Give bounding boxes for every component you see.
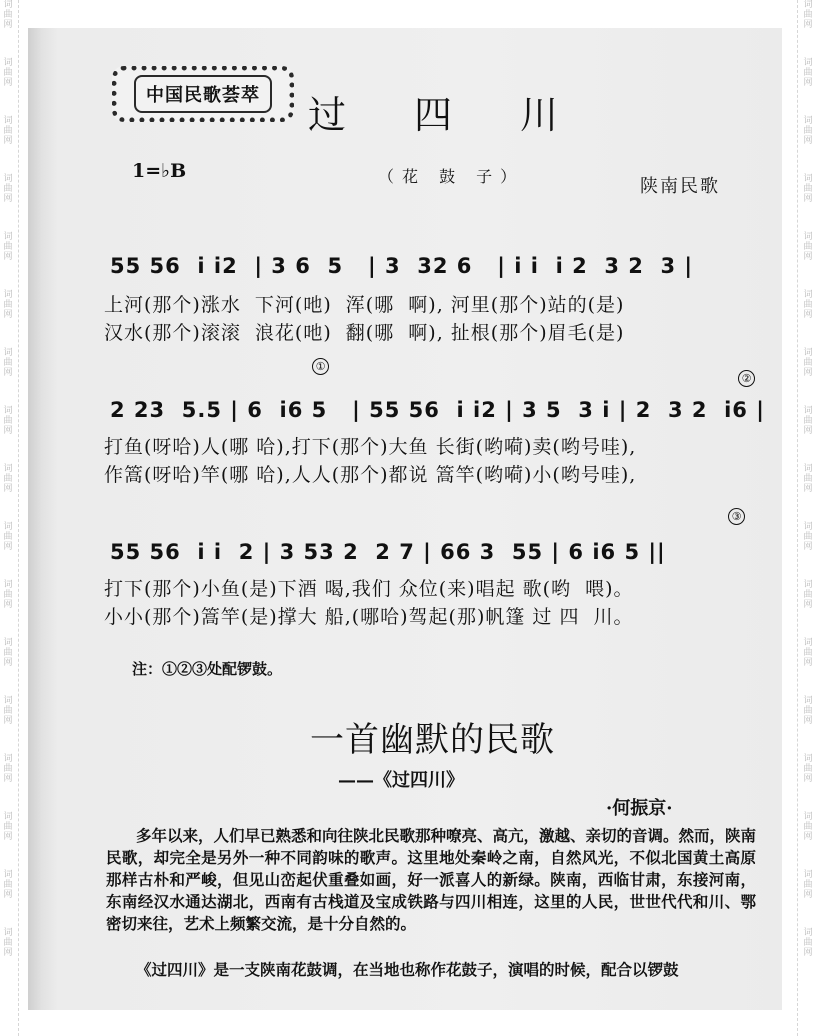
article-paragraph-1: 多年以来，人们早已熟悉和向往陕北民歌那种嘹亮、高亢，激越、亲切的音调。然而，陕南民歌，却完全是另外一种不同韵味的歌声。这里地处秦岭之南，自然风光，不似北国黄土高原那样古朴和严峻，但见山峦起伏重叠如画，好一派喜人的新绿。陕南，西临甘肃，东接河南，东南经汉水通达湖北，西南有古栈道及宝成铁路与四川相连，这里的人民，世世代代和川、鄂密切来往，艺术上频繁交流，是十分自然的。 (106, 826, 757, 933)
score-notes-row: 2 23 5.5 | 6 i6 5 | 55 56 i i2 | 3 5 3 i | 2 3 2 i6 | (110, 398, 765, 422)
watermark-text: 词 曲 网 (3, 522, 13, 552)
watermark-text: 词 曲 网 (803, 638, 813, 668)
watermark-text: 词 曲 网 (803, 58, 813, 88)
series-badge (112, 66, 294, 122)
lyrics-verse-1: 打鱼(呀哈)人(哪 哈),打下(那个)大鱼 长街(哟嗬)卖(哟号哇), (104, 436, 637, 458)
drum-marker-2: ② (738, 370, 755, 387)
watermark-text: 词 曲 网 (803, 696, 813, 726)
key-signature: 1=♭B (132, 160, 187, 182)
score-notes-row: 55 56 i i 2 | 3 53 2 2 7 | 66 3 55 | 6 i6 5 || (110, 540, 666, 564)
watermark-text: 词 曲 网 (803, 580, 813, 610)
watermark-text: 词 曲 网 (3, 406, 13, 436)
series-badge-label: 中国民歌荟萃 (134, 75, 272, 113)
watermark-text: 词 曲 网 (803, 0, 813, 30)
article-title: 一首幽默的民歌 (310, 720, 555, 760)
drum-marker-3: ③ (728, 508, 745, 525)
watermark-text: 词 曲 网 (803, 116, 813, 146)
watermark-text: 词 曲 网 (3, 232, 13, 262)
watermark-text: 词 曲 网 (803, 928, 813, 958)
watermark-text: 词 曲 网 (803, 174, 813, 204)
watermark-text: 词 曲 网 (803, 522, 813, 552)
watermark-text: 词 曲 网 (803, 290, 813, 320)
song-origin: 陕南民歌 (640, 176, 720, 197)
song-title-char: 四 (413, 93, 452, 137)
watermark-text: 词 曲 网 (803, 232, 813, 262)
article-author: ·何振京· (606, 798, 673, 819)
watermark-text: 词 曲 网 (3, 0, 13, 30)
score-footnote: 注：①②③处配锣鼓。 (132, 660, 283, 678)
song-title (308, 84, 558, 139)
score-notes-row: 55 56 i i2 | 3 6 5 | 3 32 6 | i i i 2 3 2 3 | (110, 254, 694, 278)
watermark-text: 词 曲 网 (3, 696, 13, 726)
watermark-text: 词 曲 网 (3, 580, 13, 610)
watermark-text: 词 曲 网 (803, 812, 813, 842)
song-subtitle: （花 鼓 子） (378, 167, 525, 186)
watermark-text: 词 曲 网 (3, 116, 13, 146)
watermark-text: 词 曲 网 (3, 58, 13, 88)
watermark-text: 词 曲 网 (3, 638, 13, 668)
article-subtitle: ——《过四川》 (338, 770, 464, 791)
watermark-text: 词 曲 网 (3, 348, 13, 378)
drum-marker-1: ① (312, 358, 329, 375)
song-title-char: 过 (308, 93, 347, 137)
watermark-text: 词 曲 网 (3, 870, 13, 900)
watermark-column-right (800, 0, 816, 1036)
watermark-text: 词 曲 网 (803, 406, 813, 436)
lyrics-verse-2: 作篙(呀哈)竿(哪 哈),人人(那个)都说 篙竿(哟嗬)小(哟号哇), (104, 464, 637, 486)
watermark-text: 词 曲 网 (3, 290, 13, 320)
watermark-text: 词 曲 网 (803, 464, 813, 494)
watermark-text: 词 曲 网 (3, 174, 13, 204)
watermark-text: 词 曲 网 (803, 348, 813, 378)
lyrics-verse-1: 上河(那个)涨水 下河(吔) 浑(哪 啊), 河里(那个)站的(是) (104, 294, 625, 316)
article-paragraph-2: 《过四川》是一支陕南花鼓调，在当地也称作花鼓子，演唱的时候，配合以锣鼓 (136, 960, 679, 979)
watermark-text: 词 曲 网 (3, 464, 13, 494)
watermark-text: 词 曲 网 (803, 754, 813, 784)
divider-right (797, 0, 799, 1036)
lyrics-verse-2: 小小(那个)篙竿(是)撑大 船,(哪哈)驾起(那)帆篷 过 四 川。 (104, 606, 634, 628)
lyrics-verse-1: 打下(那个)小鱼(是)下酒 喝,我们 众位(来)唱起 歌(哟 喂)。 (104, 578, 634, 600)
watermark-text: 词 曲 网 (3, 754, 13, 784)
song-title-char: 川 (519, 93, 558, 137)
watermark-column-left (0, 0, 16, 1036)
watermark-text: 词 曲 网 (3, 812, 13, 842)
divider-left (18, 0, 20, 1036)
lyrics-verse-2: 汉水(那个)滚滚 浪花(吔) 翻(哪 啊), 扯根(那个)眉毛(是) (104, 322, 625, 344)
watermark-text: 词 曲 网 (3, 928, 13, 958)
watermark-text: 词 曲 网 (803, 870, 813, 900)
